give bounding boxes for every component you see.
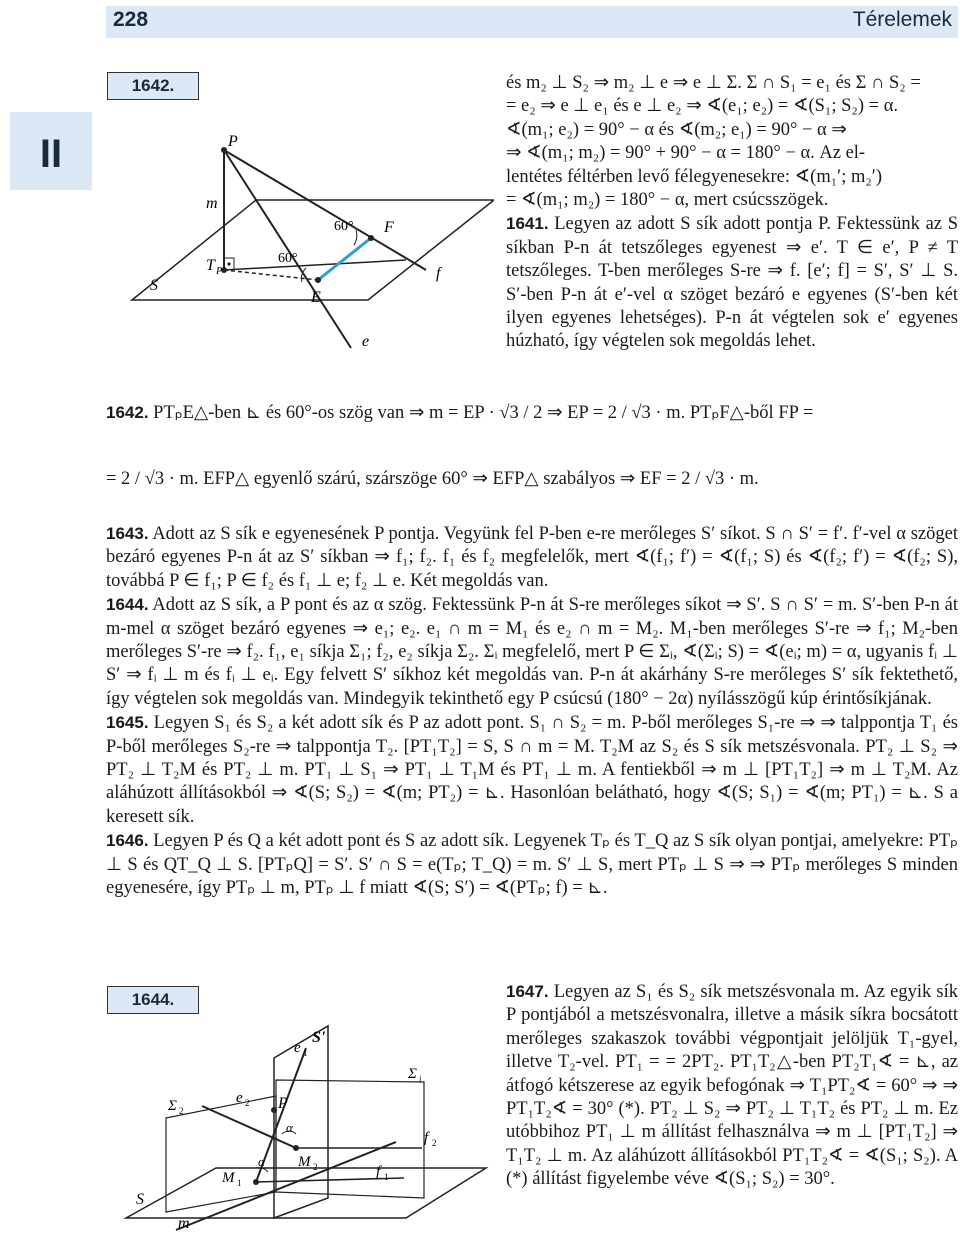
label-alpha-2: α [258, 1154, 265, 1169]
paragraph-number: 1643. [106, 524, 149, 543]
label-e1-sub: 1 [303, 1048, 308, 1058]
label-angle-f: 60° [334, 219, 354, 234]
paragraph-1646 [106, 829, 958, 900]
paragraph-text: Adott az S sík, a P pont és az α szög. Fektessünk P-n át S-re merőleges síkot ⇒ S′. S ∩ S′ = m. S′-ben P-n át m-mel α szöget bezáró egyenes ⇒ e₁; e₂. e₁ ∩ m = M₁ és e₂ ∩ m = M₂. M₁-ben merőleges S′-re ⇒ f₁; M₂-ben merőleges S′-re ⇒ f₂. f₁, e₁ síkja Σ₁; f₂, e₂ síkja Σ₂. Σᵢ megfelelő, mert P ∈ Σᵢ, ∢(Σᵢ; S) = ∢(eᵢ; m) = α, ugyanis fᵢ ⊥ S′ ⇒ fᵢ ⊥ m és fᵢ ⊥ eᵢ. Egy felvett S′ síkhoz két megoldás van. P-n át akárhány S-re merőleges S′ sík fektethető, így végtelen sok megoldás van. Mindegyik tekinthető egy P csúcsú (180° − 2α) nyílásszögű kúp érintősíkjának. [106, 595, 959, 709]
formula-text: PTₚE△-ben ⊾ és 60°-os szög van ⇒ m = EP · √3 / 2 ⇒ EP = 2 / √3 · m. PTₚF△-ből FP = [153, 403, 814, 423]
label-m1-sub: 1 [237, 1178, 242, 1188]
label-e-line: e [362, 333, 370, 350]
formula-text: = 2 / √3 · m. EFP△ egyenlő szárú, szárszöge 60° ⇒ EFP△ szabályos ⇒ EF = 2 / √3 · m. [106, 469, 759, 489]
paragraph-text: Legyen az adott S sík adott pontja P. Fektessünk az S síkban P-n át tetszőleges egyenest ⇒ e′. T ∈ e′, P ≠ T tetszőleges. T-ben merőleges S-re ⇒ f. [e′; f] = S′, S′ ⊥ S. S′-ben P-n át e′-vel α szöget bezáró e egyenes (S′-ben két ilyen egyenes lehetséges). P-n át végtelen sok e′ egyenes húzható, így végtelen sok megoldás lehet. [506, 214, 959, 352]
line-pf [224, 150, 426, 270]
paragraph-number: 1647. [506, 982, 549, 1001]
label-p: P [228, 133, 238, 150]
figure-label-1644: 1644. [107, 986, 199, 1014]
paragraph-number: 1645. [106, 713, 149, 733]
paragraph-number: 1646. [106, 831, 149, 851]
paragraph-number: 1644. [106, 595, 149, 615]
page-header [106, 6, 958, 38]
paragraph-1645 [106, 711, 958, 829]
paragraph-1641 [506, 212, 958, 353]
label-f2: f [424, 1130, 429, 1146]
segment-ef [318, 238, 371, 280]
label-sigma-i-sub: i [419, 1074, 422, 1084]
paragraph-number: 1641. [506, 214, 549, 234]
angle-arc-f [354, 230, 357, 245]
label-sigma-i: Σ [408, 1066, 417, 1082]
label-m2: M [298, 1154, 311, 1170]
chapter-tab-label: II [39, 132, 63, 176]
label-f2-sub: 2 [432, 1138, 437, 1148]
text-line: = ∢(m₁; m₂) = 180° − α, mert csúcsszögek. [506, 190, 829, 211]
text-line: és m₂ ⊥ S₂ ⇒ m₂ ⊥ e ⇒ e ⊥ Σ. Σ ∩ S₁ = e₁ és Σ ∩ S₂ = [506, 73, 921, 93]
paragraph-1642-line-2 [106, 468, 759, 490]
paragraph-1642-line-1 [106, 402, 813, 424]
point-p [221, 147, 227, 153]
main-paragraphs [106, 522, 958, 901]
label-tp: T [206, 257, 215, 274]
label-m-line: m [178, 1215, 190, 1232]
label-alpha-1: α [286, 1120, 293, 1135]
label-e2-sub: 2 [245, 1098, 250, 1108]
page-number: 228 [113, 8, 149, 31]
paragraph-number: 1642. [106, 403, 149, 422]
chapter-tab [10, 112, 92, 190]
top-column [506, 72, 958, 354]
text-line: lentétes féltérben levő félegyenesekre: ∢(m₁′; m₂′) [506, 166, 883, 187]
paragraph-text: Adott az S sík e egyenesének P pontja. Vegyünk fel P-ben e-re merőleges S′ síkot. S ∩ S′ = f′. f′-vel α szöget bezáró egyenes P-n át az S′ síkban ⇒ f₁; f₂. f₁ és f₂ megfelelők, mert ∢(f₁; f′) = ∢(f₁; S) és ∢(f₂; f′) = ∢(f₂; S), továbbá P ∈ f₁; P ∈ f₂ és f₁ ⊥ e; f₂ ⊥ e. Két megoldás van. [106, 524, 958, 591]
line-tp-f [224, 260, 406, 270]
label-f-point: F [384, 219, 394, 236]
text-line: ∢(m₁; e₂) = 90° − α és ∢(m₂; e₁) = 90° − α ⇒ [506, 119, 847, 140]
paragraph-text: Legyen S₁ és S₂ a két adott sík és P az adott pont. S₁ ∩ S₂ = m. P-ből merőleges S₁-re ⇒ ⇒ talppontja T₁ és P-ből merőleges S₂-re ⇒ talppontja T₂. [PT₁T₂] = S, S ∩ m = M. T₂M az S₂ és S sík metszésvonala. PT₂ ⊥ S₂ ⇒ PT₂ ⊥ T₂M és PT₂ ⊥ m. PT₁ ⊥ S₁ ⇒ PT₁ ⊥ T₁M és PT₁ ⊥ m. A fentiekből ⇒ m ⊥ [PT₁T₂] ⇒ m ⊥ T₂M. Az aláhúzott állításokból ⇒ ∢(S; S₂) = ∢(m; PT₂) = ⊾. Hasonlóan belátható, hogy ∢(S; S₁) = ∢(m; PT₁) = ⊾. S a keresett sík. [106, 713, 958, 827]
paragraph-1644 [106, 593, 958, 711]
label-angle-e: 60° [278, 251, 298, 266]
paragraph-1643 [106, 522, 958, 593]
paragraph-1647 [506, 980, 958, 1192]
label-p: P [278, 1095, 288, 1112]
label-m: m [206, 195, 218, 212]
point-m2 [293, 1145, 299, 1151]
chapter-title: Térelemek [852, 8, 952, 31]
label-plane-s: S [150, 277, 158, 294]
label-m2-sub: 2 [313, 1162, 318, 1172]
point-p [271, 1107, 277, 1113]
label-e-point: E [311, 289, 321, 306]
figure-1642 [106, 110, 494, 360]
line-f1 [256, 1178, 404, 1182]
label-f1-sub: 1 [384, 1172, 389, 1182]
label-f1: f [376, 1164, 381, 1180]
text-line: ⇒ ∢(m₁; m₂) = 90° + 90° − α = 180° − α. Az el- [506, 143, 866, 164]
label-sigma-2-sub: 2 [179, 1106, 184, 1116]
right-angle-dot [227, 262, 230, 265]
line-pe [224, 150, 351, 348]
line-m [176, 1142, 396, 1230]
label-e1: e [294, 1040, 301, 1056]
figure-label-1642: 1642. [107, 72, 199, 100]
label-tp-sub: P [216, 266, 223, 277]
plane-s-prime [274, 1026, 328, 1218]
label-s-prime: S' [312, 1029, 326, 1046]
label-e2: e [236, 1090, 243, 1106]
paragraph-text: Legyen az S₁ és S₂ sík metszésvonala m. Az egyik sík P pontjából a metszésvonalra, illetve a másik síkra bocsátott merőleges szakaszok további végpontjait jelöljük T₁-gyel, illetve T₂-vel. PT₁ = = 2PT₂. PT₁T₂△-ben PT₂T₁∢ = ⊾, az átfogó kétszerese az egyik befogónak ⇒ T₁PT₂∢ = 60° ⇒ ⇒ PT₁T₂∢ = 30° (*). PT₂ ⊥ S₂ ⇒ PT₂ ⊥ T₁T₂ és PT₂ ⊥ m. Ez utóbbihoz PT₁ ⊥ m állítást felhasználva ⇒ m ⊥ [PT₁T₂] ⇒ T₁T₂ ⊥ m. Az aláhúzott állításokból PT₁T₂∢ = ∢(S₁; S₂). A (*) állítást figyelembe véve ∢(S₁; S₂) = 30°. [506, 982, 958, 1190]
paragraph-text: Legyen P és Q a két adott pont és S az adott sík. Legyenek Tₚ és T_Q az S sík olyan pontjai, amelyekre: PTₚ ⊥ S és QT_Q ⊥ S. [PTₚQ] = S′. S′ ∩ S = e(Tₚ; T_Q) = m. S′ ⊥ S, mert PTₚ ⊥ S ⇒ ⇒ PTₚ merőleges S minden egyenesére, így PTₚ ⊥ m, PTₚ ⊥ f miatt ∢(S; S′) = ∢(PTₚ; f) = ⊾. [106, 831, 958, 899]
label-f-line: f [436, 265, 441, 282]
point-e [315, 277, 321, 283]
point-m1 [253, 1179, 259, 1185]
label-plane-s: S [136, 1191, 144, 1208]
plane-s-outline [132, 200, 494, 300]
figure-1644 [106, 1022, 494, 1234]
label-m1: M [222, 1170, 235, 1186]
label-sigma-2: Σ [168, 1098, 177, 1114]
point-f [368, 235, 374, 241]
text-line: = e₂ ⇒ e ⊥ e₁ és e ⊥ e₂ ⇒ ∢(e₁; e₂) = ∢(S₁; S₂) = α. [506, 96, 899, 117]
